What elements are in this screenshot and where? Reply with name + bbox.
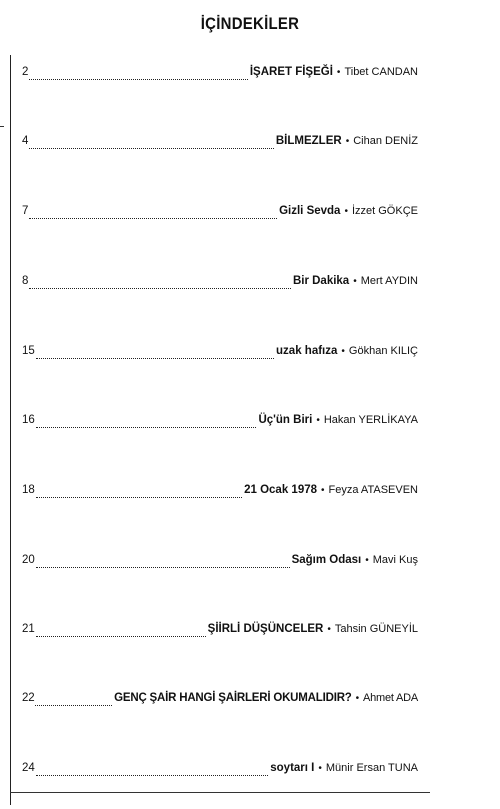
toc-entry[interactable] bbox=[22, 414, 418, 432]
toc-title: Sağım Odası bbox=[291, 554, 362, 566]
toc-author: Tahsin GÜNEYİL bbox=[334, 623, 418, 635]
toc-title: Üç'ün Biri bbox=[258, 414, 313, 426]
toc-title: GENÇ ŞAİR HANGİ ŞAİRLERİ OKUMALIDIR? bbox=[114, 692, 352, 704]
toc-page-number: 20 bbox=[22, 554, 35, 566]
toc-page-number: 22 bbox=[22, 692, 35, 704]
bullet-separator: • bbox=[321, 485, 325, 496]
bullet-separator: • bbox=[355, 693, 359, 704]
toc-page-number: 18 bbox=[22, 484, 35, 496]
toc-page-number: 16 bbox=[22, 414, 35, 426]
left-margin-rule bbox=[10, 55, 11, 805]
toc-page-number: 7 bbox=[22, 205, 29, 217]
leader-dots bbox=[36, 426, 257, 428]
toc-title: 21 Ocak 1978 bbox=[244, 484, 318, 496]
toc-entry[interactable] bbox=[22, 275, 418, 293]
leader-dots bbox=[29, 78, 247, 80]
leader-dots bbox=[36, 566, 290, 568]
toc-title: BİLMEZLER bbox=[275, 135, 342, 147]
toc-entry[interactable] bbox=[22, 135, 418, 153]
toc-author: İzzet GÖKÇE bbox=[351, 205, 418, 217]
toc-entry[interactable] bbox=[22, 692, 418, 710]
toc-entry[interactable] bbox=[22, 205, 418, 223]
leader-dots bbox=[29, 147, 273, 149]
bottom-rule bbox=[10, 792, 430, 793]
leader-dots bbox=[35, 704, 112, 706]
toc-entry[interactable] bbox=[22, 484, 418, 502]
toc-title: Gizli Sevda bbox=[279, 205, 341, 217]
page-title: İÇİNDEKİLER bbox=[200, 14, 300, 33]
toc-author: Ahmet ADA bbox=[362, 692, 418, 704]
bullet-separator: • bbox=[318, 763, 322, 774]
toc-page-number: 15 bbox=[22, 345, 35, 357]
toc-author: Cihan DENİZ bbox=[353, 135, 418, 147]
toc-author: Feyza ATASEVEN bbox=[328, 484, 418, 496]
bullet-separator: • bbox=[353, 276, 357, 287]
toc-author: Gökhan KILIÇ bbox=[348, 345, 418, 357]
toc-author: Hakan YERLİKAYA bbox=[323, 414, 418, 426]
toc-page-number: 24 bbox=[22, 762, 35, 774]
toc-title: Bir Dakika bbox=[292, 275, 350, 287]
leader-dots bbox=[36, 774, 268, 776]
leader-dots bbox=[36, 357, 274, 359]
toc-title: soytarı I bbox=[270, 762, 315, 774]
leader-dots bbox=[29, 287, 291, 289]
bullet-separator: • bbox=[365, 555, 369, 566]
bullet-separator: • bbox=[336, 67, 341, 78]
bullet-separator: • bbox=[316, 415, 320, 426]
toc-page-number: 4 bbox=[22, 135, 29, 147]
toc-title: ŞİİRLİ DÜŞÜNCELER bbox=[207, 623, 324, 635]
toc-entry[interactable] bbox=[22, 623, 418, 641]
toc-page-number: 8 bbox=[22, 275, 29, 287]
leader-dots bbox=[36, 635, 206, 637]
toc-entry[interactable] bbox=[22, 66, 418, 84]
bullet-separator: • bbox=[344, 206, 348, 217]
toc-title: İŞARET FİŞEĞİ bbox=[249, 66, 333, 78]
toc-author: Mert AYDIN bbox=[360, 275, 418, 287]
margin-tick bbox=[0, 126, 4, 127]
toc-author: Münir Ersan TUNA bbox=[325, 762, 418, 774]
toc-author: Tibet CANDAN bbox=[344, 66, 418, 78]
bullet-separator: • bbox=[345, 136, 350, 147]
toc-entry[interactable] bbox=[22, 554, 418, 572]
toc-page-number: 21 bbox=[22, 623, 35, 635]
toc-title: uzak hafıza bbox=[276, 345, 338, 357]
toc-author: Mavi Kuş bbox=[372, 554, 418, 566]
toc-entry[interactable] bbox=[22, 762, 418, 780]
leader-dots bbox=[36, 496, 242, 498]
bullet-separator: • bbox=[327, 624, 331, 635]
leader-dots bbox=[29, 217, 277, 219]
toc-page-number: 2 bbox=[22, 66, 29, 78]
toc-entry[interactable] bbox=[22, 345, 418, 363]
bullet-separator: • bbox=[341, 346, 345, 357]
